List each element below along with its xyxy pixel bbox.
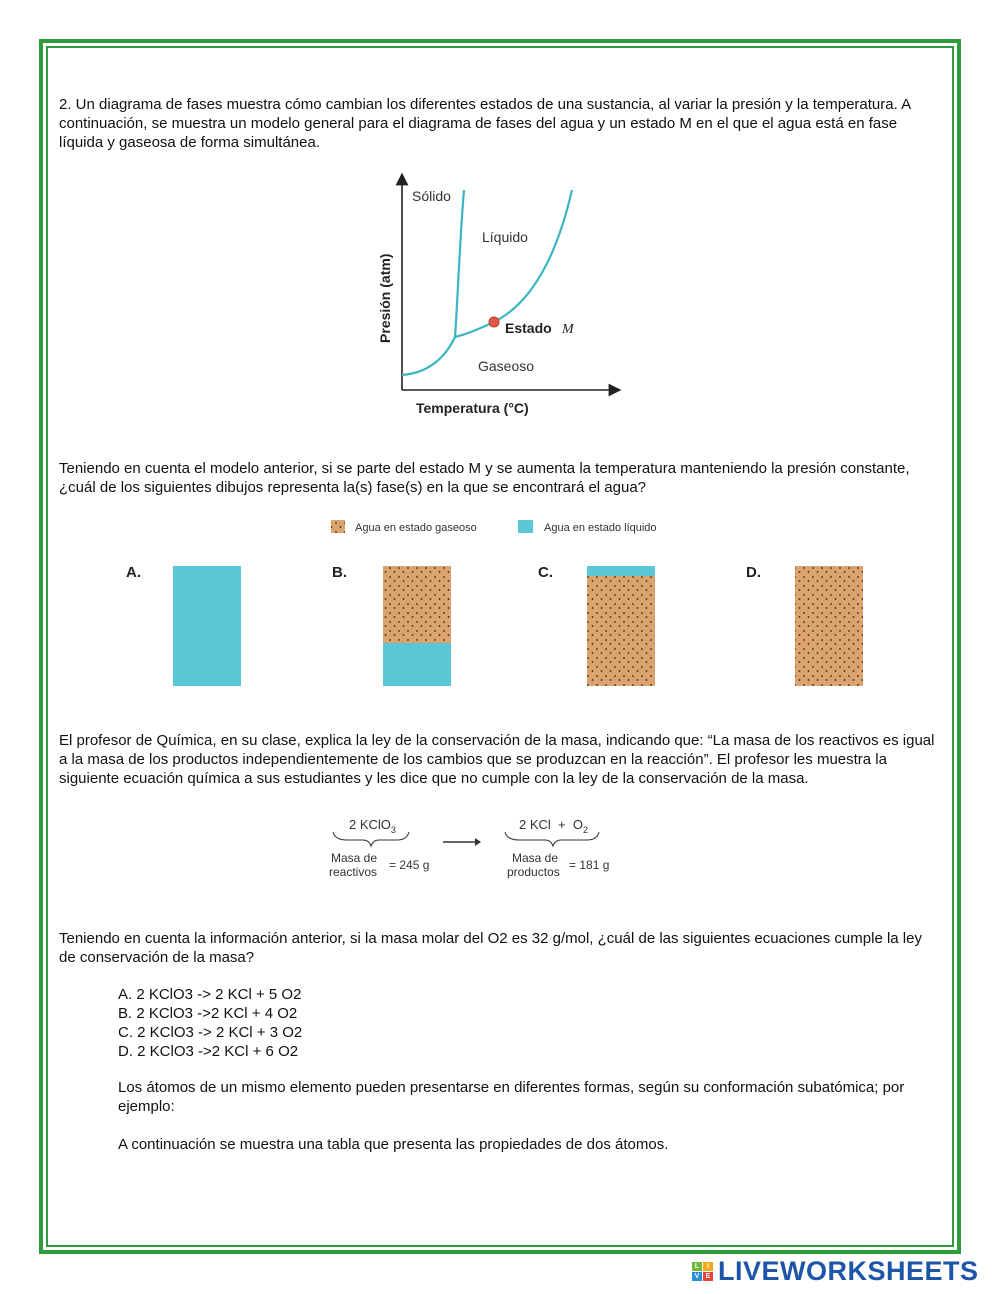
products-label-2: productos [507, 865, 560, 879]
option-b-label: B. [332, 564, 347, 581]
option-b-gas [383, 566, 451, 643]
legend-liquid-swatch [518, 520, 533, 533]
table-intro-paragraph: A continuación se muestra una tabla que presenta las propiedades de dos átomos. [118, 1136, 669, 1153]
liveworksheets-logo[interactable] [692, 1256, 992, 1286]
state-label: Estado [505, 320, 552, 336]
question-1: Teniendo en cuenta el modelo anterior, si se parte del estado M y se aumenta la temperatura manteniendo la presión constante, ¿cuál de los siguientes dibujos representa la(s) fase(s) en la que se encontrará el agua? [59, 460, 910, 496]
phase-options-figure [118, 512, 878, 692]
state-letter: M [562, 322, 574, 337]
question-2: Teniendo en cuenta la información anterior, si la masa molar del O2 es 32 g/mol, ¿cuál de las siguientes ecuaciones cumple la ley de conservación de la masa? [59, 930, 922, 966]
option-a: A. 2 KClO3 -> 2 KCl + 5 O2 [118, 986, 302, 1003]
option-c: C. 2 KClO3 -> 2 KCl + 3 O2 [118, 1024, 303, 1041]
liquid-label: Líquido [482, 229, 528, 245]
vaporization-curve [455, 190, 572, 337]
products-formula: 2 KCl + $O_2$ [519, 817, 588, 835]
legend-gas-swatch [331, 520, 345, 533]
reactants-label-2: reactivos [329, 865, 378, 879]
option-b: B. 2 KClO3 ->2 KCl + 4 O2 [118, 1005, 298, 1022]
atoms-paragraph: Los átomos de un mismo elemento pueden presentarse en diferentes formas, según su conformación subatómica; por ejemplo: [118, 1079, 905, 1115]
option-a-container [173, 566, 241, 686]
option-b-liquid [383, 643, 451, 686]
option-d-label: D. [746, 564, 761, 581]
gas-label: Gaseoso [478, 358, 535, 374]
option-c-gas [587, 576, 655, 686]
reactants-mass: = 245 g [389, 858, 430, 872]
intro-paragraph: 2. Un diagrama de fases muestra cómo cambian los diferentes estados de una sustancia, al variar la presión y la temperatura. A continuación, se muestra un modelo general para el diagrama de fases del agua y un estado M en el que el agua está en fase líquida y gaseosa de forma simultánea. [59, 96, 911, 151]
solid-label: Sólido [412, 188, 451, 204]
option-c-label: C. [538, 564, 553, 581]
reactants-formula: 2 KClO$_3$ [349, 817, 396, 835]
products-label-1: Masa de [512, 851, 559, 865]
option-c-liquid [587, 566, 655, 576]
phase-diagram [372, 175, 632, 425]
option-d-gas [795, 566, 863, 686]
legend-liquid-label: Agua en estado líquido [544, 522, 657, 534]
conservation-law-paragraph: El profesor de Química, en su clase, explica la ley de la conservación de la masa, indicando que: “La masa de los reactivos es igual a la masa de los productos independientemente de los cambios que se produzcan en la reacción”. El profesor les muestra la siguiente ecuación química a sus estudiantes y les dice que no cumple con la ley de la conservación de la masa. [59, 732, 935, 787]
answer-options [118, 985, 302, 1061]
option-d: D. 2 KClO3 ->2 KCl + 6 O2 [118, 1043, 299, 1060]
x-axis-label: Temperatura (°C) [416, 400, 529, 416]
products-mass: = 181 g [569, 858, 610, 872]
reactants-brace [333, 832, 409, 846]
y-axis-label: Presión (atm) [377, 253, 393, 343]
reactants-label-1: Masa de [331, 851, 378, 865]
state-m-point [489, 317, 499, 327]
sublimation-curve [402, 337, 455, 375]
legend-gas-label: Agua en estado gaseoso [355, 522, 477, 534]
liveworksheets-logo-icon: L I V E [692, 1262, 714, 1282]
option-a-label: A. [126, 564, 141, 581]
liveworksheets-logo-text: LIVEWORKSHEETS [718, 1256, 979, 1286]
fusion-curve [455, 190, 464, 337]
chemical-equation-figure [325, 812, 645, 884]
reaction-arrow-head [475, 838, 481, 846]
